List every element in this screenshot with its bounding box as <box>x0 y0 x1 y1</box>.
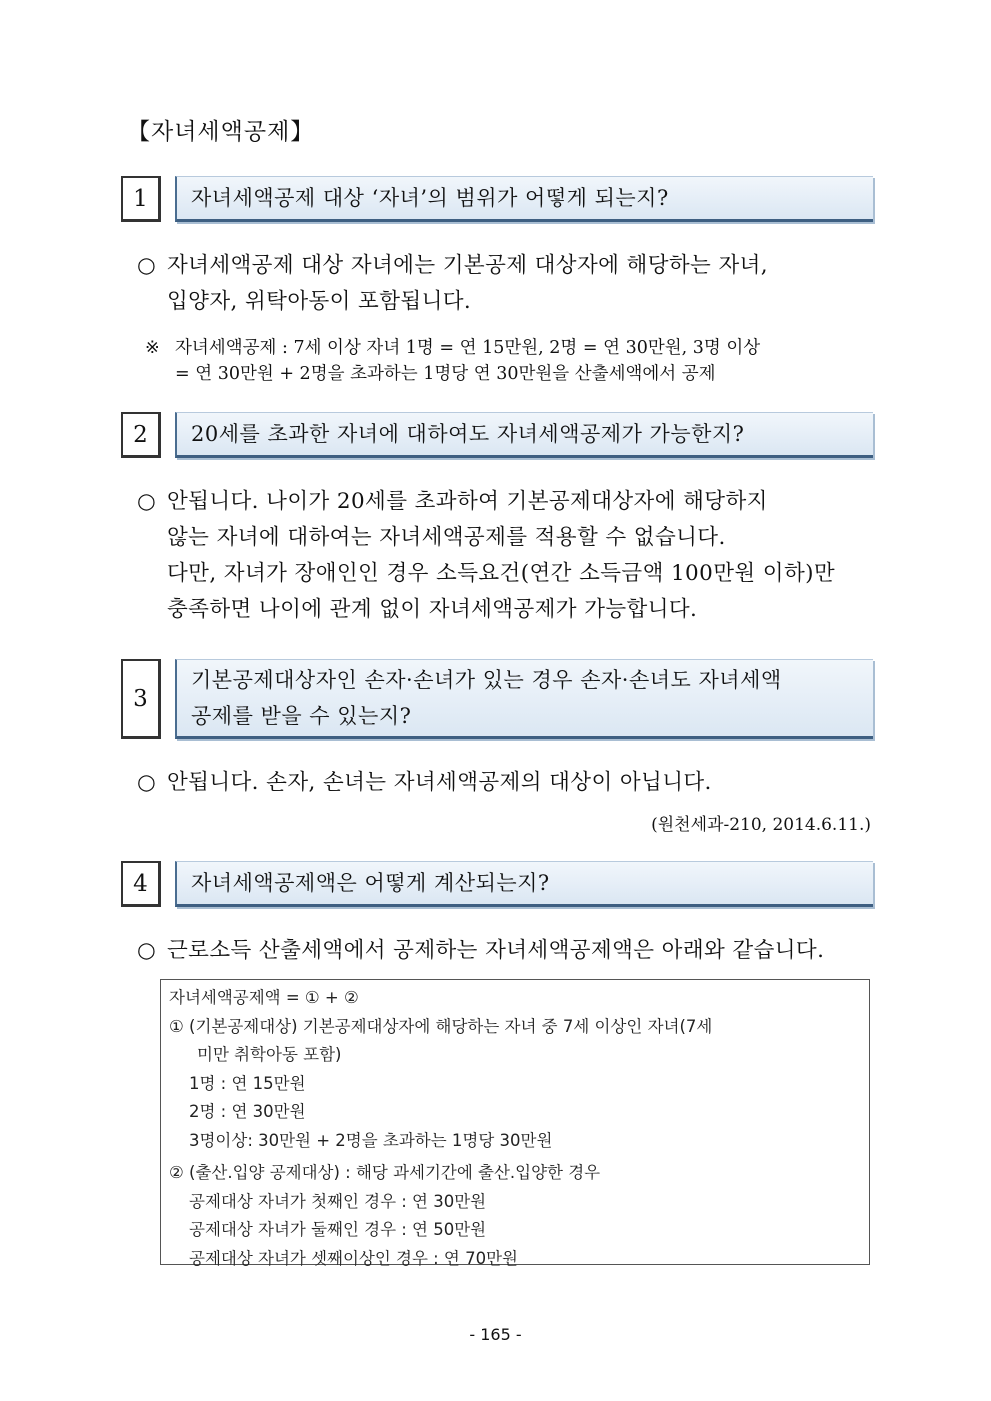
box-line: 공제대상 자녀가 셋째이상인 경우 : 연 70만원 <box>189 1248 518 1268</box>
answer-line: 다만, 자녀가 장애인인 경우 소득요건(연간 소득금액 100만원 이하)만 <box>167 561 836 586</box>
box-line: ② (출산.입양 공제대상) : 해당 과세기간에 출산.입양한 경우 <box>169 1163 601 1182</box>
answer-2 <box>137 484 873 628</box>
bullet-icon: ○ <box>137 770 157 795</box>
note-line: = 연 30만원 + 2명을 초과하는 1명당 연 30만원을 산출세액에서 공제 <box>175 364 716 384</box>
question-title: 자녀세액공제 대상 ‘자녀’의 범위가 어떻게 되는지? <box>175 176 873 222</box>
question-3-header <box>121 659 873 739</box>
question-1-header <box>121 176 873 222</box>
question-title: 자녀세액공제액은 어떻게 계산되는지? <box>175 861 873 907</box>
answer-line: 입양자, 위탁아동이 포함됩니다. <box>167 289 472 314</box>
question-2-header <box>121 412 873 458</box>
box-line: 2명 : 연 30만원 <box>189 1102 306 1121</box>
section-title: 【자녀세액공제】 <box>127 119 315 145</box>
answer-line: 자녀세액공제 대상 자녀에는 기본공제 대상자에 해당하는 자녀, <box>167 253 769 278</box>
box-line: 공제대상 자녀가 첫째인 경우 : 연 30만원 <box>189 1191 487 1211</box>
answer-line: 충족하면 나이에 관계 없이 자녀세액공제가 가능합니다. <box>167 597 698 622</box>
reference-mark-icon: ※ <box>145 338 160 358</box>
box-line: 공제대상 자녀가 둘째인 경우 : 연 50만원 <box>189 1220 487 1239</box>
question-number: 1 <box>121 176 161 222</box>
answer-line: 근로소득 산출세액에서 공제하는 자녀세액공제액은 아래와 같습니다. <box>167 938 825 963</box>
question-number: 3 <box>121 659 161 739</box>
question-title: 20세를 초과한 자녀에 대하여도 자녀세액공제가 가능한지? <box>175 412 873 458</box>
bullet-icon: ○ <box>137 489 157 514</box>
answer-4 <box>137 933 873 969</box>
source-citation: (원천세과-210, 2014.6.11.) <box>651 815 871 835</box>
bullet-icon: ○ <box>137 253 157 278</box>
calculation-box <box>160 979 870 1268</box>
question-number: 2 <box>121 412 161 458</box>
box-line: 자녀세액공제액 = ① + ② <box>169 988 359 1007</box>
note-1 <box>145 335 885 387</box>
note-line: 자녀세액공제 : 7세 이상 자녀 1명 = 연 15만원, 2명 = 연 30만원, 3명 이상 <box>175 338 761 358</box>
box-line: ① (기본공제대상) 기본공제대상자에 해당하는 자녀 중 7세 이상인 자녀(7세 <box>169 1016 713 1036</box>
box-line: 3명이상: 30만원 + 2명을 초과하는 1명당 30만원 <box>189 1130 553 1150</box>
answer-1 <box>137 248 873 320</box>
question-number: 4 <box>121 861 161 907</box>
answer-line: 안됩니다. 나이가 20세를 초과하여 기본공제대상자에 해당하지 <box>167 489 768 514</box>
question-title-line: 기본공제대상자인 손자·손녀가 있는 경우 손자·손녀도 자녀세액 <box>191 668 782 692</box>
bullet-icon: ○ <box>137 938 157 963</box>
question-title <box>175 659 873 739</box>
answer-line: 않는 자녀에 대하여는 자녀세액공제를 적용할 수 없습니다. <box>167 525 726 550</box>
box-line: 1명 : 연 15만원 <box>189 1073 306 1093</box>
question-4-header <box>121 861 873 907</box>
box-line: 미만 취학아동 포함) <box>197 1045 342 1064</box>
page-number: - 165 - <box>469 1325 522 1344</box>
answer-line: 안됩니다. 손자, 손녀는 자녀세액공제의 대상이 아닙니다. <box>167 770 712 795</box>
answer-3 <box>137 765 873 801</box>
question-title-line: 공제를 받을 수 있는지? <box>191 704 412 728</box>
